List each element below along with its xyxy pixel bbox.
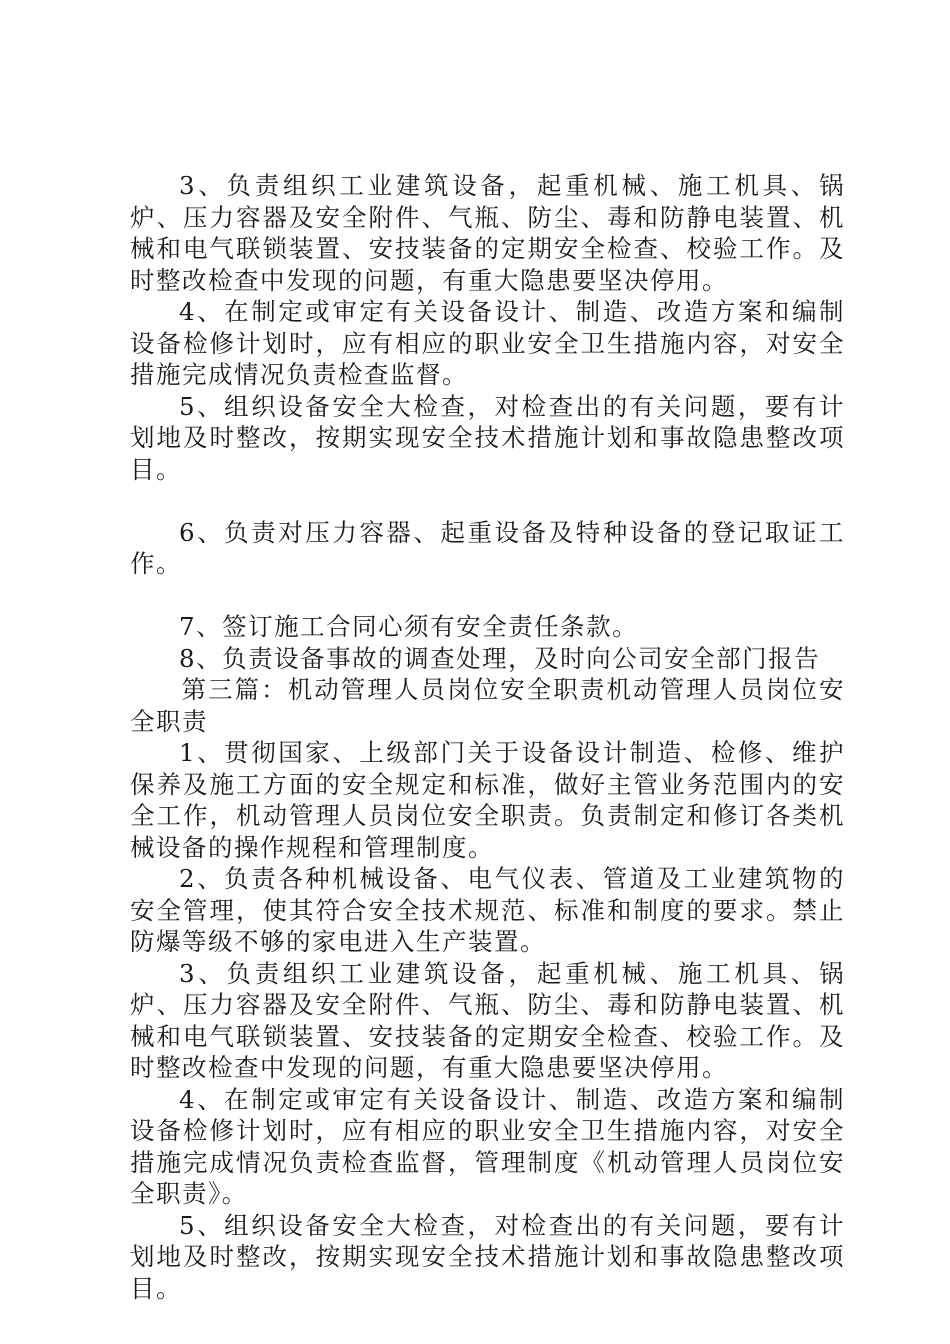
- section-heading: 第三篇：机动管理人员岗位安全职责机动管理人员岗位安全职责: [130, 675, 845, 736]
- paragraph-item-5: 5、组织设备安全大检查，对检查出的有关问题，要有计划地及时整改，按期实现安全技术措施计划和事故隐患整改项目。: [130, 391, 845, 484]
- paragraph-item-2: 2、负责各种机械设备、电气仪表、管道及工业建筑物的安全管理，使其符合安全技术规范、标准和制度的要求。禁止防爆等级不够的家电进入生产装置。: [130, 864, 845, 956]
- paragraph-item-4-repeat: 4、在制定或审定有关设备设计、制造、改造方案和编制设备检修计划时，应有相应的职业安全卫生措施内容，对安全措施完成情况负责检查监督，管理制度《机动管理人员岗位安全职责》。: [130, 1084, 845, 1208]
- paragraph-item-4: 4、在制定或审定有关设备设计、制造、改造方案和编制设备检修计划时，应有相应的职业安全卫生措施内容，对安全措施完成情况负责检查监督。: [130, 297, 845, 389]
- paragraph-item-6: 6、负责对压力容器、起重设备及特种设备的登记取证工作。: [130, 517, 845, 578]
- paragraph-item-3-repeat: 3、负责组织工业建筑设备，起重机械、施工机具、锅炉、压力容器及安全附件、气瓶、防尘、毒和防静电装置、机械和电气联锁装置、安技装备的定期安全检查、校验工作。及时整改检查中发现的问题，有重大隐患要坚决停用。: [130, 958, 845, 1082]
- paragraph-item-1: 1、贯彻国家、上级部门关于设备设计制造、检修、维护保养及施工方面的安全规定和标准，做好主管业务范围内的安全工作，机动管理人员岗位安全职责。负责制定和修订各类机械设备的操作规程和管理制度。: [130, 738, 845, 862]
- paragraph-item-5-repeat: 5、组织设备安全大检查，对检查出的有关问题，要有计划地及时整改，按期实现安全技术措施计划和事故隐患整改项目。: [130, 1210, 845, 1303]
- paragraph-item-7: 7、签订施工合同心须有安全责任条款。: [179, 612, 639, 641]
- paragraph-item-8: 8、负责设备事故的调查处理，及时向公司安全部门报告: [179, 643, 821, 673]
- paragraph-item-3: 3、负责组织工业建筑设备，起重机械、施工机具、锅炉、压力容器及安全附件、气瓶、防尘、毒和防静电装置、机械和电气联锁装置、安技装备的定期安全检查、校验工作。及时整改检查中发现的问题，有重大隐患要坚决停用。: [130, 171, 845, 295]
- document-page: [130, 170, 845, 1304]
